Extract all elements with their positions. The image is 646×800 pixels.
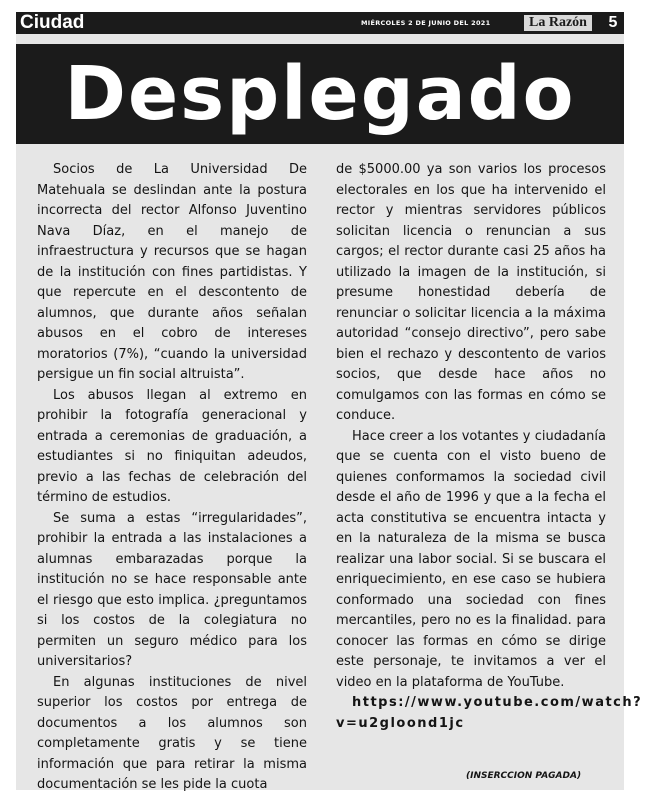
newspaper-logo: La Razón — [524, 15, 592, 31]
page-header — [16, 12, 624, 34]
publication-date: MIÉRCOLES 2 DE JUNIO DEL 2021 — [361, 19, 491, 27]
paragraph: Hace creer a los votantes y ciudadanía que se cuenta con el visto bueno de quienes conformamos la sociedad civil desde el año de 1996 y que a la fecha el acta constitutiva se encuentra intacta y en la naturaleza de la misma se busca realizar una labor social. Si se buscara el enriquecimiento, en ese caso se hubiera conformado una sociedad con fines mercantiles, pero no es la finalidad. para conocer las formas en cómo se dirige este personaje, te invitamos a ver el video en la plataforma de YouTube. — [336, 428, 606, 690]
page-title: Desplegado — [64, 51, 576, 137]
section-name: Ciudad — [20, 12, 85, 33]
left-column — [37, 160, 307, 796]
video-link[interactable]: https://www.youtube.com/watch?v=u2gloond1jc — [336, 695, 643, 731]
title-banner — [16, 44, 624, 144]
page-number: 5 — [608, 14, 618, 31]
paragraph: Socios de La Universidad De Matehuala se deslindan ante la postura incorrecta del rector Alfonso Juventino Nava Díaz, en el manejo de infraestructura y recursos que se hagan de la institución con fines partidistas. Y que repercute en el descontento de alumnos, que durante años señalan abusos en el cobro de intereses moratorios (7%), “cuando la universidad persigue un fin social altruista”. — [37, 162, 307, 382]
paragraph: Se suma a estas “irregularidades”, prohibir la entrada a las instalaciones a alumnas embarazadas porque la institución no se hace responsable ante el riesgo que esto implica. ¿preguntamos si los costos de la colegiatura no permiten un seguro médico para los universitarios? — [37, 510, 307, 669]
paragraph: En algunas instituciones de nivel superior los costos por entrega de documentos a los alumnos son completamente gratis y se tiene información que para retirar la misma documentación se les pide la cuota — [37, 674, 307, 792]
paid-insertion-notice: (INSERCCION PAGADA) — [466, 771, 582, 781]
paragraph: Los abusos llegan al extremo en prohibir la fotografía generacional y entrada a ceremonias de graduación, a estudiantes si no finiquitan adeudos, previo a las fechas de celebración del término de estudios. — [37, 387, 307, 505]
right-column — [336, 160, 643, 734]
newspaper-page — [16, 12, 643, 792]
paragraph: de $5000.00 ya son varios los procesos electorales en los que ha intervenido el rector y mientras servidores públicos solicitan licencia o renuncian a sus cargos; el rector durante casi 25 años ha utilizado la imagen de la institución, si presume honestidad debería de renunciar o solicitar licencia a la máxima autoridad “consejo directivo”, pero sabe bien el rechazo y descontento de varios socios, que desde hace años no comulgamos con las formas en cómo se conduce. — [336, 162, 606, 423]
